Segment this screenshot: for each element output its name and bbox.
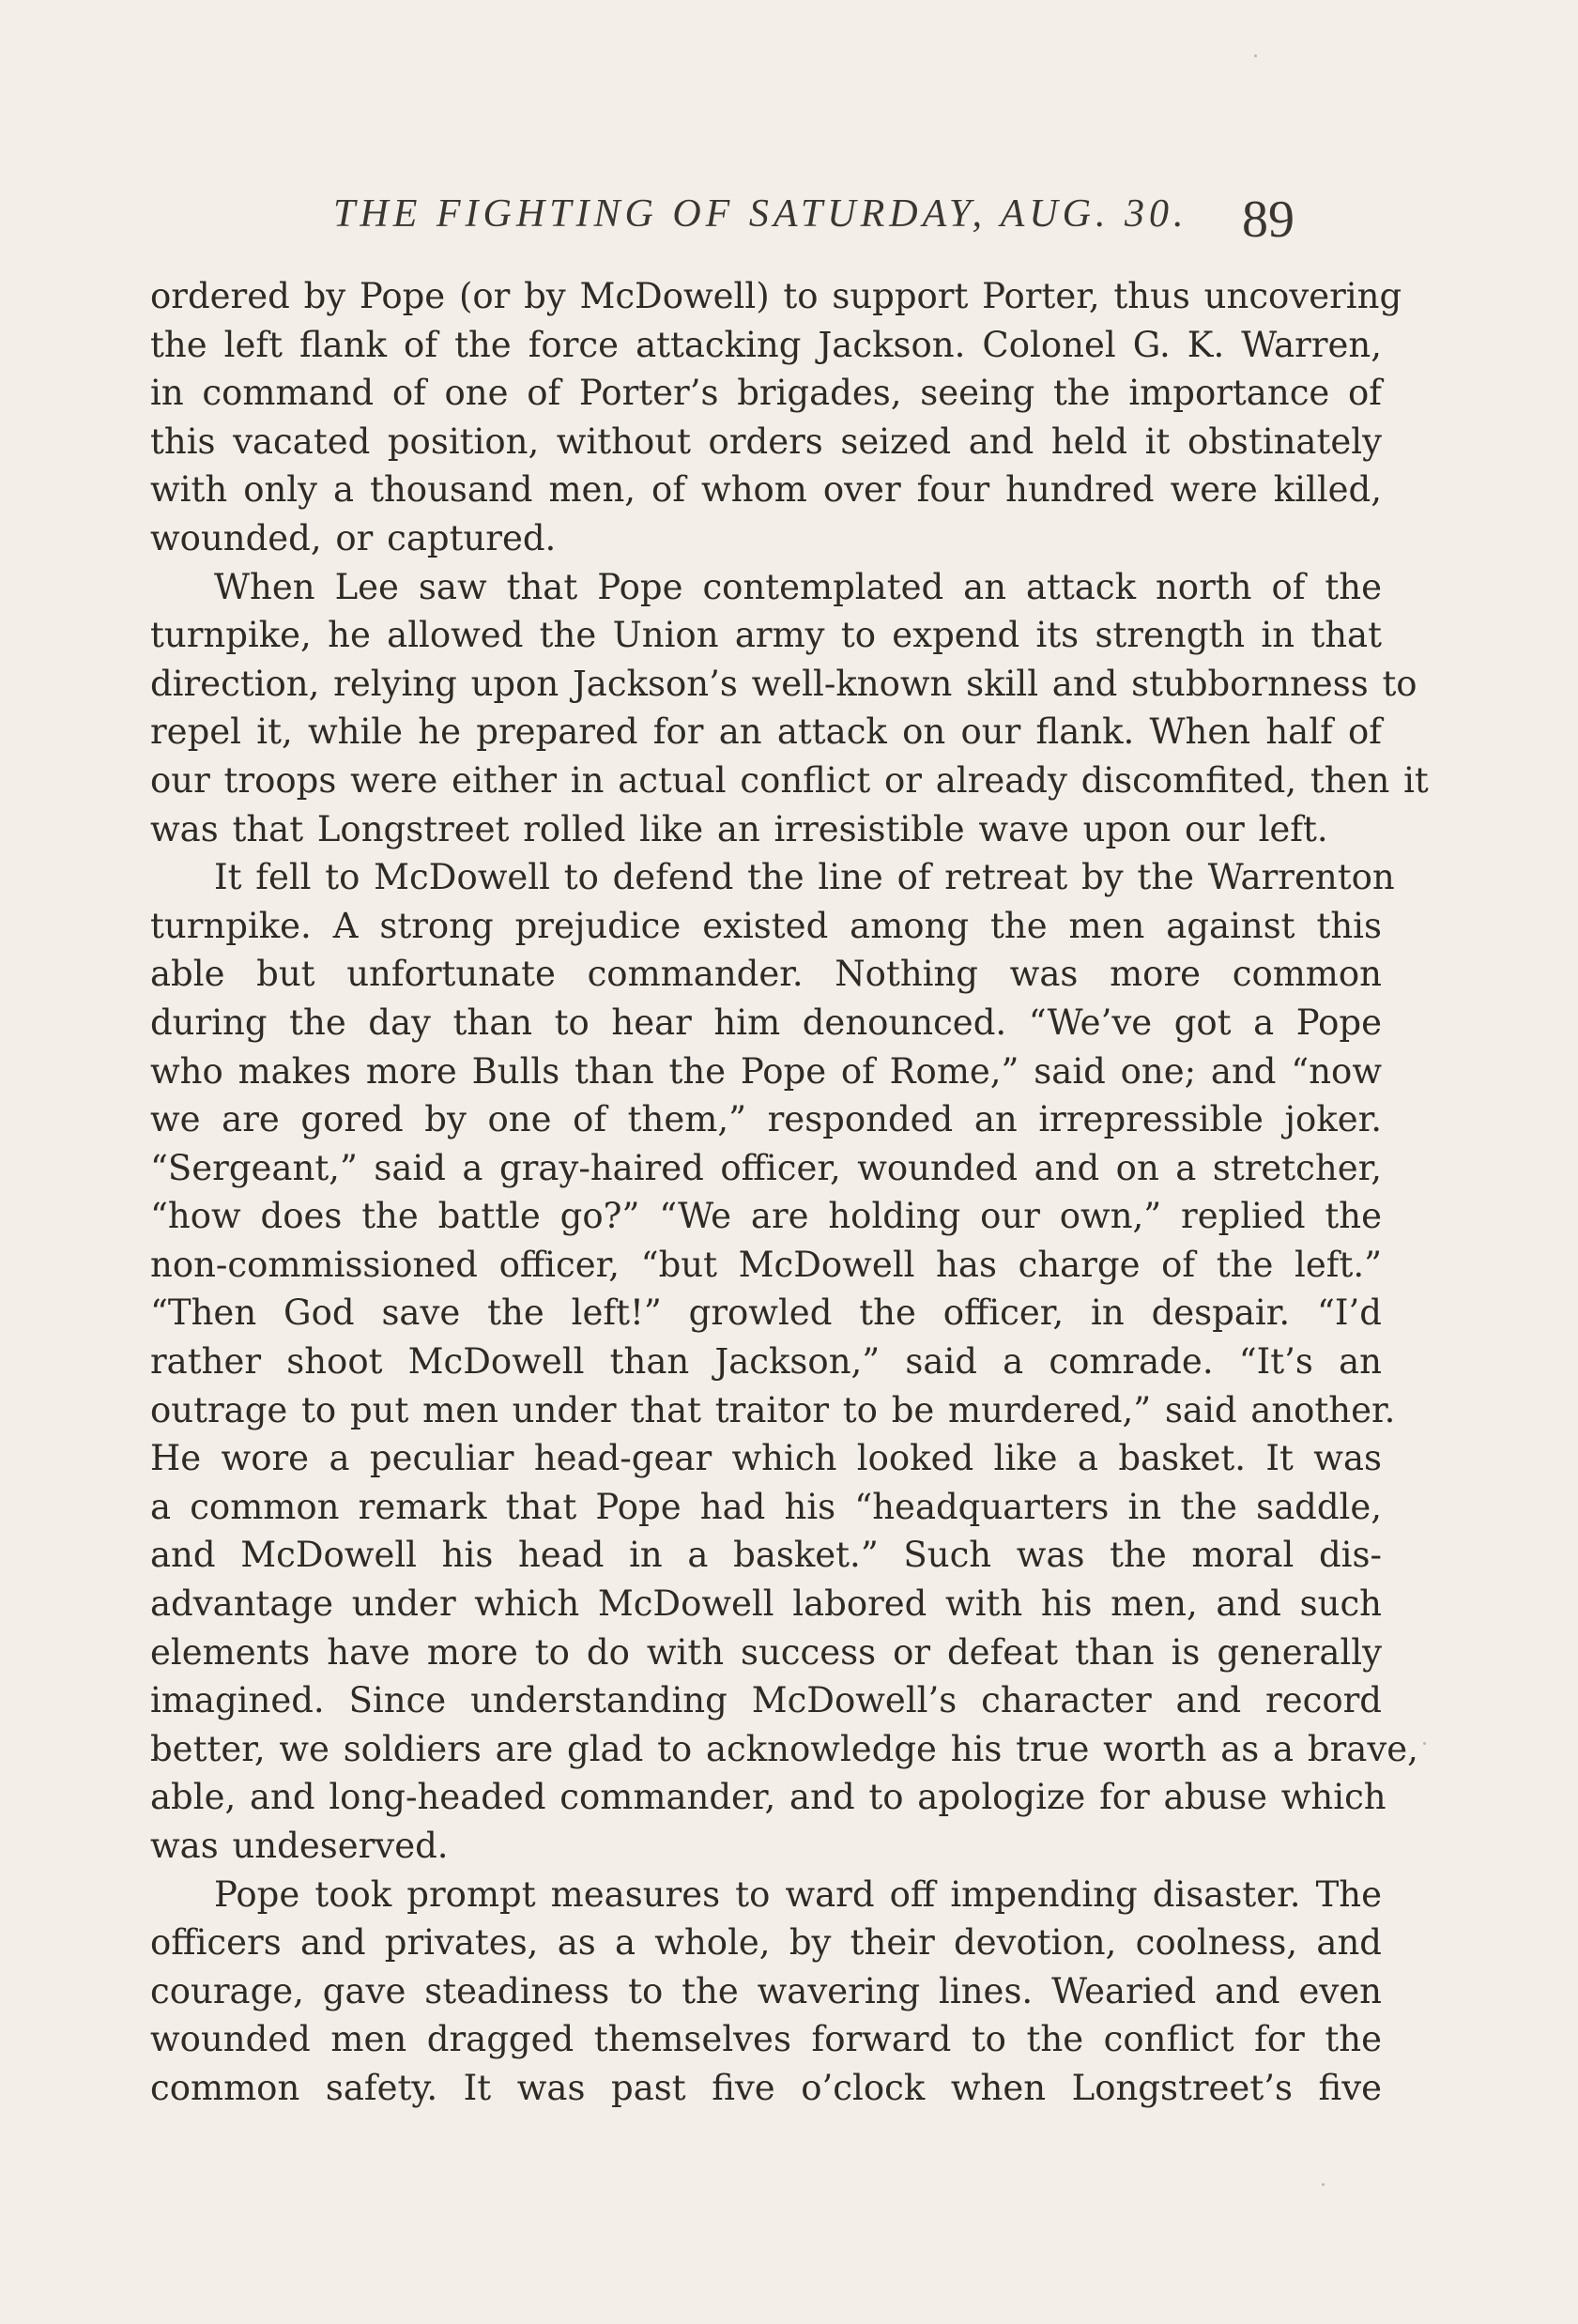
text-line: turnpike. A strong prejudice existed among the men against this [150, 905, 1382, 946]
running-head [150, 176, 1389, 252]
text-line: a common remark that Pope had his “headquarters in the saddle, [150, 1486, 1382, 1527]
text-line: courage, gave steadiness to the wavering lines. Wearied and even [150, 1970, 1382, 2011]
running-title: THE FIGHTING OF SATURDAY, AUG. 30. [333, 192, 1188, 236]
paper-speck [1423, 1742, 1426, 1745]
text-line: “Then God save the left!” growled the officer, in despair. “I’d [150, 1292, 1382, 1334]
text-line: our troops were either in actual conflict or already discomfited, then it [150, 759, 1429, 801]
text-line: It fell to McDowell to defend the line of retreat by the Warrenton [214, 857, 1395, 898]
text-line: When Lee saw that Pope contemplated an attack north of the [214, 566, 1382, 607]
text-line: ordered by Pope (or by McDowell) to support Porter, thus uncovering [150, 276, 1402, 316]
text-line: this vacated position, without orders seized and held it obstinately [150, 420, 1382, 462]
text-line: we are gored by one of them,” responded an irrepressible joker. [150, 1099, 1382, 1140]
text-line: turnpike, he allowed the Union army to expend its strength in that [150, 615, 1382, 656]
text-line: able but unfortunate commander. Nothing was more common [150, 954, 1382, 995]
text-line: able, and long-headed commander, and to apologize for abuse which [150, 1777, 1386, 1818]
text-line: in command of one of Porter’s brigades, seeing the importance of [150, 373, 1382, 414]
text-line: was undeserved. [150, 1826, 449, 1866]
text-line: “how does the battle go?” “We are holding our own,” replied the [150, 1196, 1382, 1237]
paper-speck [1322, 2183, 1325, 2186]
text-line: who makes more Bulls than the Pope of Rome,” said one; and “now [150, 1050, 1382, 1092]
text-line: “Sergeant,” said a gray-haired officer, wounded and on a stretcher, [150, 1147, 1382, 1188]
text-line: wounded men dragged themselves forward to the conflict for the [150, 2019, 1382, 2060]
text-line: direction, relying upon Jackson’s well-known skill and stubbornness to [150, 663, 1417, 704]
text-line: non-commissioned officer, “but McDowell has charge of the left.” [150, 1244, 1382, 1285]
text-line: and McDowell his head in a basket.” Such was the moral dis- [150, 1535, 1382, 1576]
text-line: during the day than to hear him denounced. “We’ve got a Pope [150, 1001, 1382, 1043]
paper-speck [1254, 54, 1257, 57]
text-line: the left flank of the force attacking Jackson. Colonel G. K. Warren, [150, 324, 1382, 365]
text-line: with only a thousand men, of whom over four hundred were killed, [150, 469, 1382, 511]
text-line: officers and privates, as a whole, by their devotion, coolness, and [150, 1922, 1382, 1964]
text-line: was that Longstreet rolled like an irresistible wave upon our left. [150, 808, 1328, 849]
page-number: 89 [1242, 191, 1295, 249]
text-line: He wore a peculiar head-gear which looked like a basket. It was [150, 1438, 1382, 1479]
text-line: Pope took prompt measures to ward off impending disaster. The [214, 1873, 1382, 1915]
text-line: repel it, while he prepared for an attack on our flank. When half of [150, 711, 1382, 753]
body-text [150, 272, 1429, 2113]
text-line: common safety. It was past five o’clock when Longstreet’s five [150, 2067, 1382, 2108]
text-line: better, we soldiers are glad to acknowledge his true worth as a brave, [150, 1728, 1418, 1769]
text-line: advantage under which McDowell labored with his men, and such [150, 1583, 1382, 1625]
text-line: wounded, or captured. [150, 517, 557, 558]
text-line: rather shoot McDowell than Jackson,” said a comrade. “It’s an [150, 1341, 1382, 1383]
text-line: outrage to put men under that traitor to be murdered,” said another. [150, 1389, 1396, 1430]
text-line: imagined. Since understanding McDowell’s character and record [150, 1680, 1382, 1721]
text-line: elements have more to do with success or defeat than is generally [150, 1631, 1382, 1673]
